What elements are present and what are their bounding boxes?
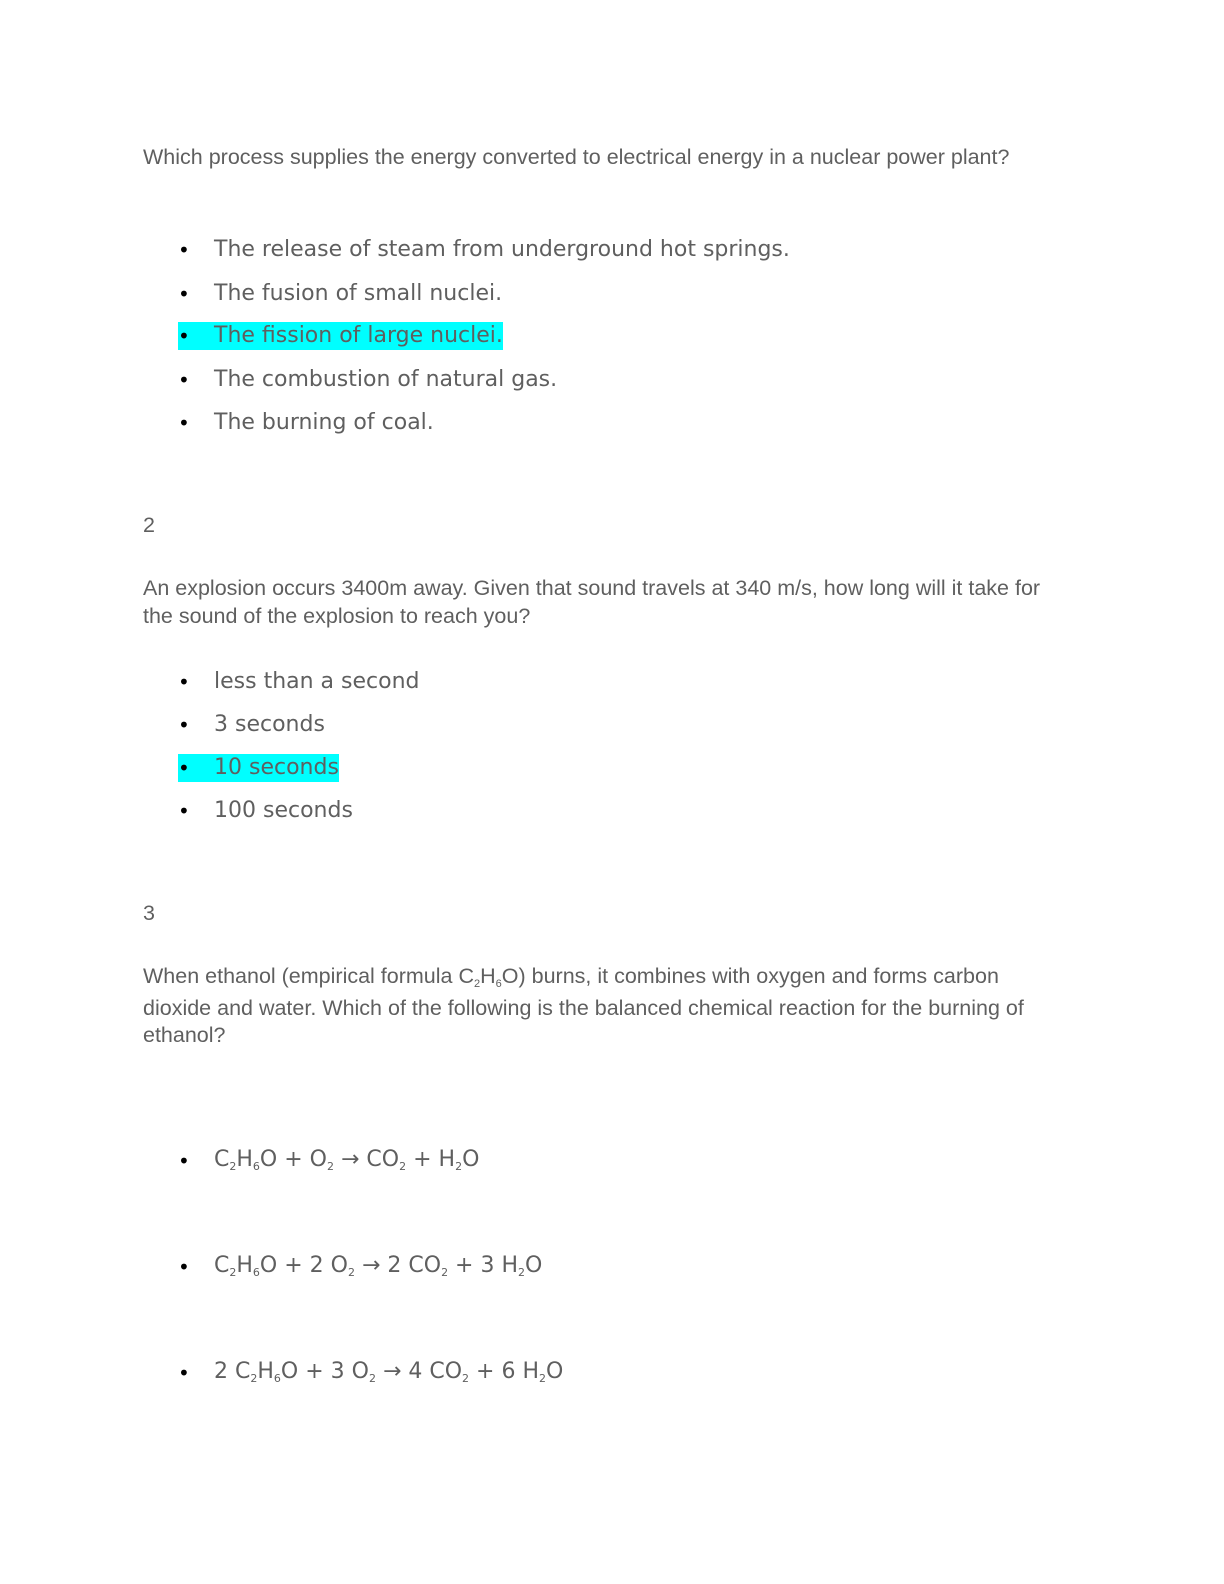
bullet-icon: • — [178, 670, 190, 694]
question-1-text: Which process supplies the energy converted to electrical energy in a nuclear power plant? — [143, 145, 1010, 169]
option-label: The fission of large nuclei. — [214, 323, 503, 348]
bullet-icon: • — [178, 368, 190, 392]
q3-option-3 — [178, 1359, 563, 1387]
formula-subscript: 2 — [399, 1159, 407, 1173]
bullet-icon: • — [178, 282, 190, 306]
formula-subscript: 2 — [441, 1265, 449, 1279]
formula-subscript: 6 — [273, 1371, 281, 1385]
bullet-icon: • — [178, 1361, 190, 1385]
formula-subscript: 2 — [518, 1265, 526, 1279]
formula-subscript: 2 — [539, 1371, 546, 1385]
bullet-icon: • — [178, 1255, 190, 1279]
option-label: The combustion of natural gas. — [214, 367, 558, 392]
q2-option-3-highlighted — [178, 754, 339, 782]
formula-subscript: 2 — [229, 1159, 237, 1173]
formula-subscript: 2 — [326, 1159, 334, 1173]
q1-option-5 — [178, 409, 434, 437]
formula-subscript: 2 — [455, 1159, 463, 1173]
question-3-text-part1: When ethanol (empirical formula C — [143, 964, 474, 988]
bullet-icon: • — [178, 713, 190, 737]
bullet-icon: • — [178, 411, 190, 435]
q1-option-4 — [178, 366, 557, 394]
q1-option-2 — [178, 280, 502, 308]
q2-option-1 — [178, 668, 420, 696]
bullet-icon: • — [178, 799, 190, 823]
q1-option-1 — [178, 236, 790, 264]
equation-label: C2H6O + 2 O2 → 2 CO2 + 3 H2O — [214, 1252, 543, 1279]
option-label: 100 seconds — [214, 798, 353, 823]
q1-option-3-highlighted — [178, 322, 503, 350]
question-3-text — [143, 963, 1063, 1050]
formula-element: H — [480, 964, 496, 988]
q3-option-2 — [178, 1253, 542, 1281]
formula-subscript: 6 — [252, 1265, 260, 1279]
bullet-icon: • — [178, 1149, 190, 1173]
option-label: less than a second — [214, 669, 420, 694]
question-2-number: 2 — [143, 513, 155, 537]
formula-subscript: 2 — [229, 1265, 237, 1279]
formula-subscript: 2 — [250, 1371, 258, 1385]
bullet-icon: • — [178, 324, 190, 348]
option-label: The fusion of small nuclei. — [214, 281, 503, 306]
option-label: 10 seconds — [214, 755, 339, 780]
formula-subscript: 2 — [462, 1371, 470, 1385]
option-label: The burning of coal. — [214, 410, 434, 435]
question-3-text-part2: O) burns, it combines with oxygen and forms carbon dioxide and water. Which of the following is the balanced chemical reaction for the burning of ethanol? — [143, 964, 1024, 1047]
formula-subscript: 6 — [252, 1159, 260, 1173]
equation-label: C2H6O + O2 → CO2 + H2O — [214, 1146, 480, 1173]
q2-option-2 — [178, 711, 325, 739]
question-3-number: 3 — [143, 901, 155, 925]
option-label: 3 seconds — [214, 712, 325, 737]
equation-label: 2 C2H6O + 3 O2 → 4 CO2 + 6 H2O — [214, 1358, 564, 1385]
formula-subscript: 6 — [495, 978, 502, 990]
option-label: The release of steam from underground hot springs. — [214, 237, 790, 262]
question-2-text: An explosion occurs 3400m away. Given that sound travels at 340 m/s, how long will it take for the sound of the explosion to reach you? — [143, 576, 1041, 628]
q2-option-4 — [178, 797, 353, 825]
formula-subscript: 2 — [474, 978, 481, 990]
formula-subscript: 2 — [347, 1265, 355, 1279]
bullet-icon: • — [178, 756, 190, 780]
bullet-icon: • — [178, 238, 190, 262]
formula-subscript: 2 — [368, 1371, 376, 1385]
q3-option-1 — [178, 1147, 479, 1175]
